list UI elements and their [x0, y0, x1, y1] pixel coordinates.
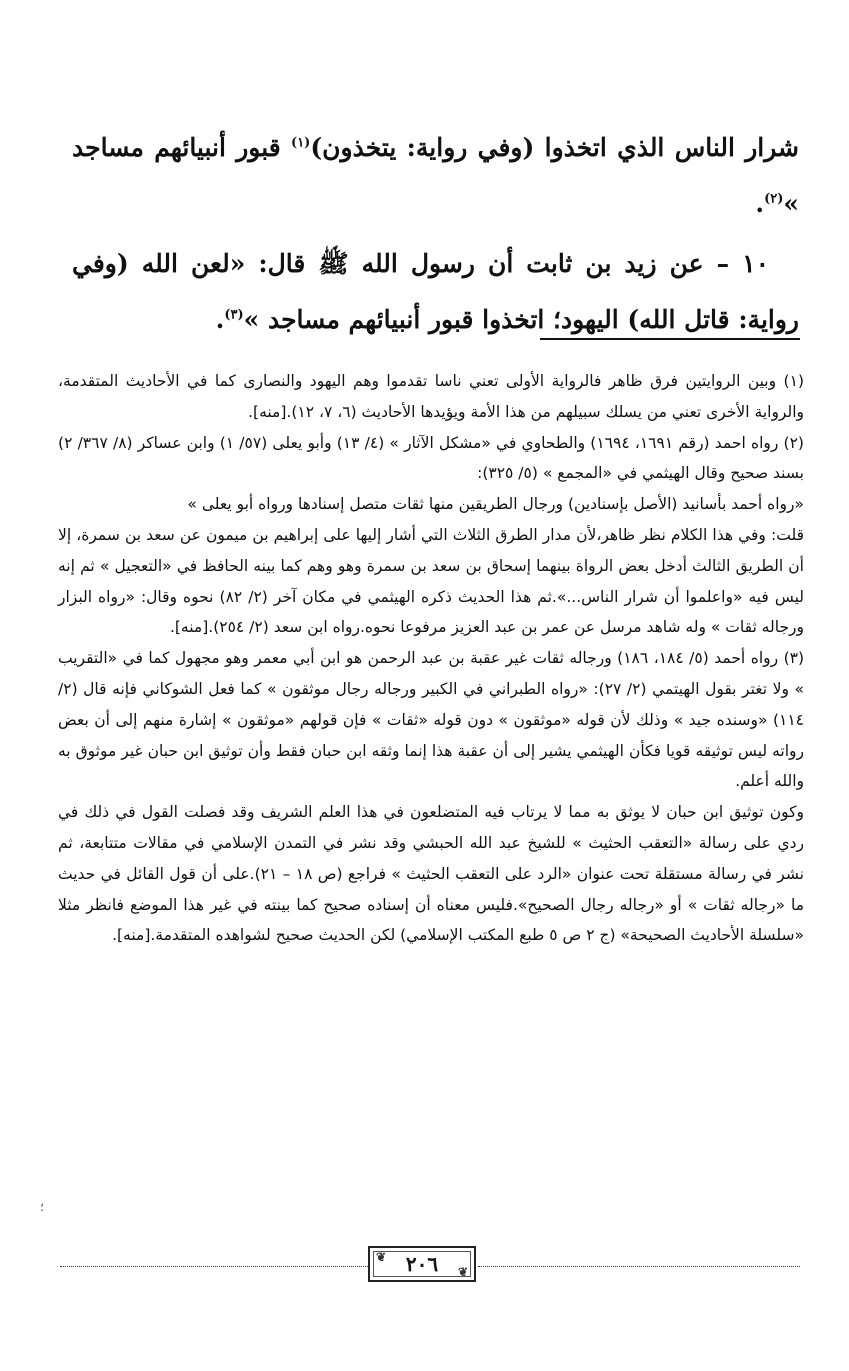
footnote-1: (١) وبين الروايتين فرق ظاهر فالرواية الأولى تعني ناسا تقدموا وهم اليهود والنصارى كما في الأحاديث المتقدمة، والرواية الأخرى تعني من يسلك سبيلهم من هذا الأمة ويؤيدها الأحاديث (٦، ٧، ١٢).[منه].: [58, 372, 804, 421]
footer-dotted-line-right: [478, 1266, 800, 1267]
ornament-icon: ❦: [376, 1250, 387, 1264]
footnotes: [58, 366, 804, 951]
margin-mark: ؛: [40, 1200, 44, 1214]
main-line-1: [72, 120, 799, 232]
footnote-3-continued: وكون توثيق ابن حبان لا يوثق به مما لا يرتاب فيه المتضلعون في هذا العلم الشريف وقد فصلت القول في ذلك في ردي على رسالة «التعقب الحثيث » للشيخ عبد الله الحبشي وقد نشر في التمدن الإسلامي في مقالات متتابعة، ثم نشر في رسالة مستقلة تحت عنوان «الرد على التعقب الحثيث » فراجع (ص ١٨ – ٢١).على أن قول القائل في حديث ما «رجاله ثقات » أو «رجاله رجال الصحيح».فليس معناه أن إسناده صحيح كما بينته في غير هذا الموضع فانظر مثلا «سلسلة الأحاديث الصحيحة» (ج ٢ ص ٥ طبع المكتب الإسلامي) لكن الحديث صحيح لشواهده المتقدمة.[منه].: [58, 803, 804, 945]
footnote-2-quote: «رواه أحمد بأسانيد (الأصل بإسنادين) ورجال الطريقين منها ثقات متصل إسنادها ورواه أبو يعلى »: [187, 495, 804, 514]
line1-close: .: [755, 189, 765, 218]
line1-text: شرار الناس الذي اتخذوا (وفي رواية: يتخذون): [310, 133, 799, 162]
footer-dotted-line-left: [60, 1266, 368, 1267]
footnote-2-comment: قلت: وفي هذا الكلام نظر ظاهر،لأن مدار الطرق الثلاث التي أشار إليها على إبراهيم بن ميمون عن سعد بن سمرة، إلا أن الطريق الثالث أدخل بعض الرواة بينهما إسحاق بن سعد بن سمرة وهو وهم كما بينه الحافظ في «التعجيل » ثم إنه ليس فيه «واعلموا أن شرار الناس...».ثم هذا الحديث ذكره الهيثمي في مكان آخر (٢/ ٨٢) نحوه وقال: «رواه البزار ورجاله ثقات » وله شاهد مرسل عن عمر بن عبد العزيز مرفوعا نحوه.رواه ابن سعد (٢/ ٢٥٤).[منه].: [58, 525, 805, 637]
page-number: ٢٠٦: [405, 1252, 439, 1276]
hadith-10-text: ١٠ – عن زيد بن ثابت أن رسول الله ﷺ قال: «لعن الله (وفي رواية: قاتل الله) اليهود؛ اتخذوا قبور أنبيائهم مساجد »: [72, 249, 799, 334]
footnote-separator: [540, 338, 800, 340]
hadith-10-close: .: [215, 305, 225, 334]
footnote-2: (٢) رواه احمد (رقم ١٦٩١، ١٦٩٤) والطحاوي في «مشكل الآثار » (٤/ ١٣) وأبو يعلى (٥٧/ ١) وابن عساكر (٨/ ٣٦٧/ ٢) بسند صحيح وقال الهيثمي في «المجمع » (٥/ ٣٢٥):: [58, 433, 804, 483]
ornament-icon: ❦: [457, 1265, 468, 1279]
hadith-10: [72, 236, 799, 348]
page-number-frame: [368, 1246, 476, 1282]
footnote-3: (٣) رواه أحمد (٥/ ١٨٤، ١٨٦) ورجاله ثقات غير عقبة بن عبد الرحمن هو ابن أبي معمر وهو مجهول كما في «التقريب » ولا تغتر بقول الهيتمي (٢/ ٢٧): «رواه الطبراني في الكبير ورجاله رجال موثقون » كما فعل الشوكاني فإنه قال (٢/ ١١٤) «وسنده جيد » وذلك لأن قوله «موثقون » دون قوله «ثقات » فإن قولهم «موثقون » إشارة منهم إلى أن بعض رواته ليس توثيقه قويا فكأن الهيثمي يشير إلى أن عقبة هذا إنما وثقه ابن حبان فقط وأن توثيق ابن حبان غير موثوق به والله أعلم.: [58, 649, 805, 791]
footnote-ref-1[interactable]: (١): [291, 135, 311, 151]
main-text: [72, 120, 799, 348]
footnote-ref-3[interactable]: (٣): [224, 307, 244, 323]
footnote-ref-2[interactable]: (٢): [764, 191, 784, 207]
line1-end-text: قبور أنبيائهم مساجد »: [72, 133, 799, 218]
